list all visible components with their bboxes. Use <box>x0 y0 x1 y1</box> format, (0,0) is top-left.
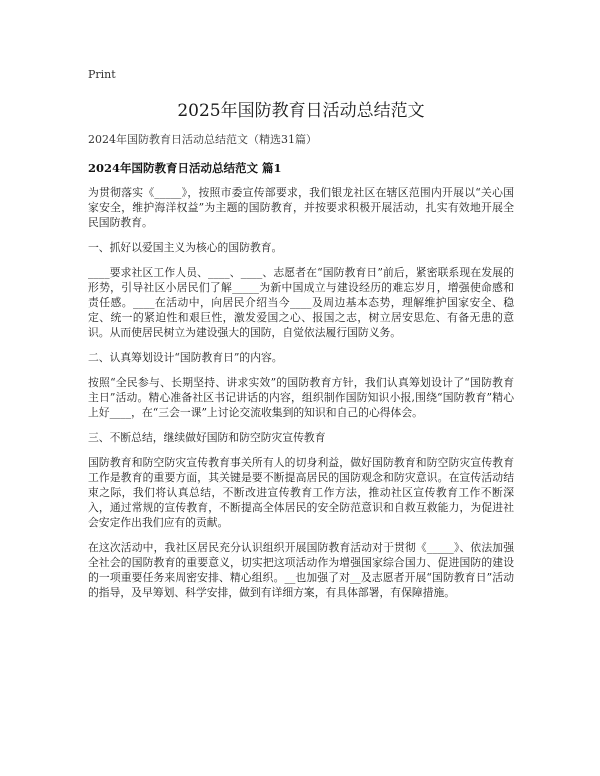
paragraph-two: 按照“全民参与、长期坚持、讲求实效”的国防教育方针，我们认真筹划设计了“国防教育主日”活动。精心准备社区书记讲话的内容，组织制作国防知识小报,围绕“国防教育”精心上好____，在“三会一课”上讨论交流收集到的知识和自己的心得体会。 <box>88 376 514 419</box>
paragraph-one: ____要求社区工作人员、____、____、志愿者在“国防教育日”前后，紧密联系现在发展的形势，引导社区小居民们了解_____为新中国成立与建设经历的难忘岁月，增强使命感和责任感。____在活动中，向居民介绍当今____及周边基本态势，理解维护国家安全、稳定、统一的紧迫性和艰巨性，激发爱国之心、报国之志，树立居安思危、有备无患的意识。从而使居民树立为建设强大的国防，自觉依法履行国防义务。 <box>88 266 514 339</box>
section-title: 2024年国防教育日活动总结范文 篇1 <box>88 161 282 175</box>
print-label: Print <box>88 68 116 81</box>
document-subtitle: 2024年国防教育日活动总结范文（精选31篇） <box>88 133 317 146</box>
intro-paragraph: 为贯彻落实《_____》，按照市委宣传部要求，我们银龙社区在辖区范围内开展以“关心国家安全，维护海洋权益”为主题的国防教育，并按要求积极开展活动，扎实有效地开展全民国防教育。 <box>88 186 514 229</box>
paragraph-three: 国防教育和防空防灾宣传教育事关所有人的切身利益，做好国防教育和防空防灾宣传教育工作是教育的重要方面，其关键是要不断提高居民的国防观念和防灾意识。在宣传活动结束之际，我们将认真总结，不断改进宣传教育工作方法，推动社区宣传教育工作不断深入，通过常规的宣传教育，不断提高全体居民的安全防范意识和自救互救能力，为促进社会安定作出我们应有的贡献。 <box>88 456 514 529</box>
heading-three: 三、不断总结，继续做好国防和防空防灾宣传教育 <box>88 431 326 444</box>
heading-one: 一、抓好以爱国主义为核心的国防教育。 <box>88 241 283 254</box>
heading-two: 二、认真筹划设计“国防教育日”的内容。 <box>88 351 283 364</box>
document-title: 2025年国防教育日活动总结范文 <box>177 101 425 121</box>
paragraph-four: 在这次活动中，我社区居民充分认识组织开展国防教育活动对于贯彻《_____》、依法加强全社会的国防教育的重要意义，切实把这项活动作为增强国家综合国力、促进国防的建设的一项重要任务来周密安排、精心组织。__也加强了对__及志愿者开展“国防教育日”活动的指导，及早筹划、科学安排，做到有详细方案，有具体部署，有保障措施。 <box>88 541 514 599</box>
